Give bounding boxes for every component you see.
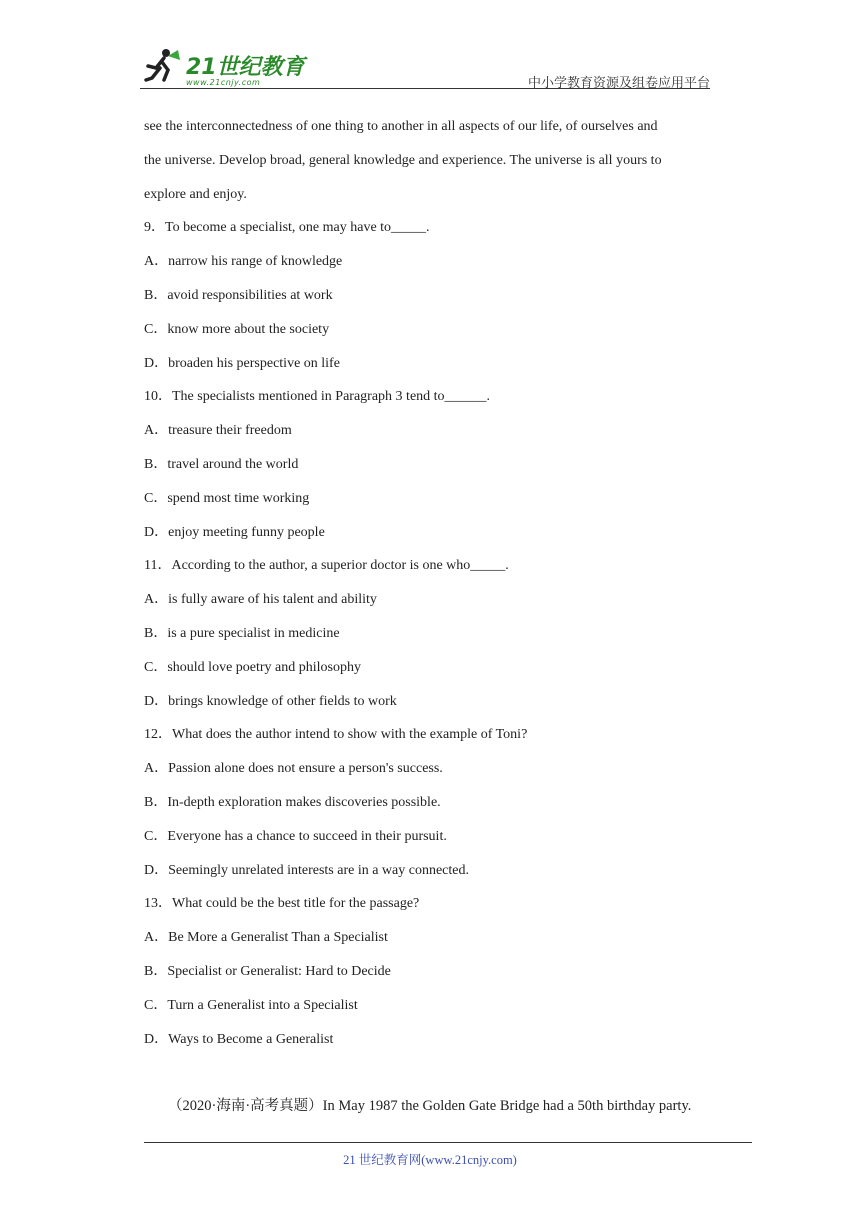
page-footer[interactable]: 21 世纪教育网(www.21cnjy.com) [343,1153,517,1167]
question-11 [144,549,719,718]
option-b: B．travel around the world [144,456,299,472]
option-b: B．In-depth exploration makes discoveries possible. [144,794,441,810]
option-d: D．broaden his perspective on life [144,355,340,371]
document-body [144,110,719,1056]
option-c: C．spend most time working [144,490,310,506]
logo-text: 21世纪教育 [186,55,305,80]
runner-logo-icon [142,46,182,86]
question-stem: 10．The specialists mentioned in Paragraph 3 tend to______. [144,389,491,405]
option-d: D．Ways to Become a Generalist [144,1031,334,1047]
header-divider [140,88,710,89]
option-c: C．Turn a Generalist into a Specialist [144,997,358,1013]
question-stem: 9．To become a specialist, one may have to_____. [144,220,430,236]
question-13 [144,887,719,1056]
question-9 [144,211,719,380]
question-stem: 13．What could be the best title for the passage? [144,896,420,912]
option-c: C．know more about the society [144,321,330,337]
question-12 [144,718,719,887]
option-a: A．treasure their freedom [144,423,292,439]
passage-line: the universe. Develop broad, general knowledge and experience. The universe is all yours to [144,152,662,168]
option-a: A．Passion alone does not ensure a person's success. [144,761,443,777]
question-10 [144,380,719,549]
page-header [140,42,710,90]
site-logo[interactable] [140,42,310,90]
logo-url: www.21cnjy.com [186,78,261,87]
option-d: D．brings knowledge of other fields to work [144,693,397,709]
option-c: C．Everyone has a chance to succeed in their pursuit. [144,828,447,844]
option-a: A．Be More a Generalist Than a Specialist [144,930,388,946]
passage-line: explore and enjoy. [144,186,247,202]
next-passage-intro: （2020·海南·高考真题）In May 1987 the Golden Gate Bridge had a 50th birthday party. [168,1098,692,1114]
option-a: A．is fully aware of his talent and ability [144,592,377,608]
passage-line: see the interconnectedness of one thing to another in all aspects of our life, of ourselves and [144,119,658,134]
footer-divider [144,1142,752,1143]
platform-label: 中小学教育资源及组卷应用平台 [527,76,710,91]
option-b: B．is a pure specialist in medicine [144,625,340,641]
option-a: A．narrow his range of knowledge [144,254,343,270]
option-b: B．avoid responsibilities at work [144,287,333,303]
option-c: C．should love poetry and philosophy [144,659,361,675]
option-d: D．enjoy meeting funny people [144,524,325,540]
question-stem: 12．What does the author intend to show with the example of Toni? [144,727,528,743]
option-b: B．Specialist or Generalist: Hard to Decide [144,963,391,979]
question-stem: 11．According to the author, a superior doctor is one who_____. [144,558,509,574]
option-d: D．Seemingly unrelated interests are in a way connected. [144,862,469,878]
